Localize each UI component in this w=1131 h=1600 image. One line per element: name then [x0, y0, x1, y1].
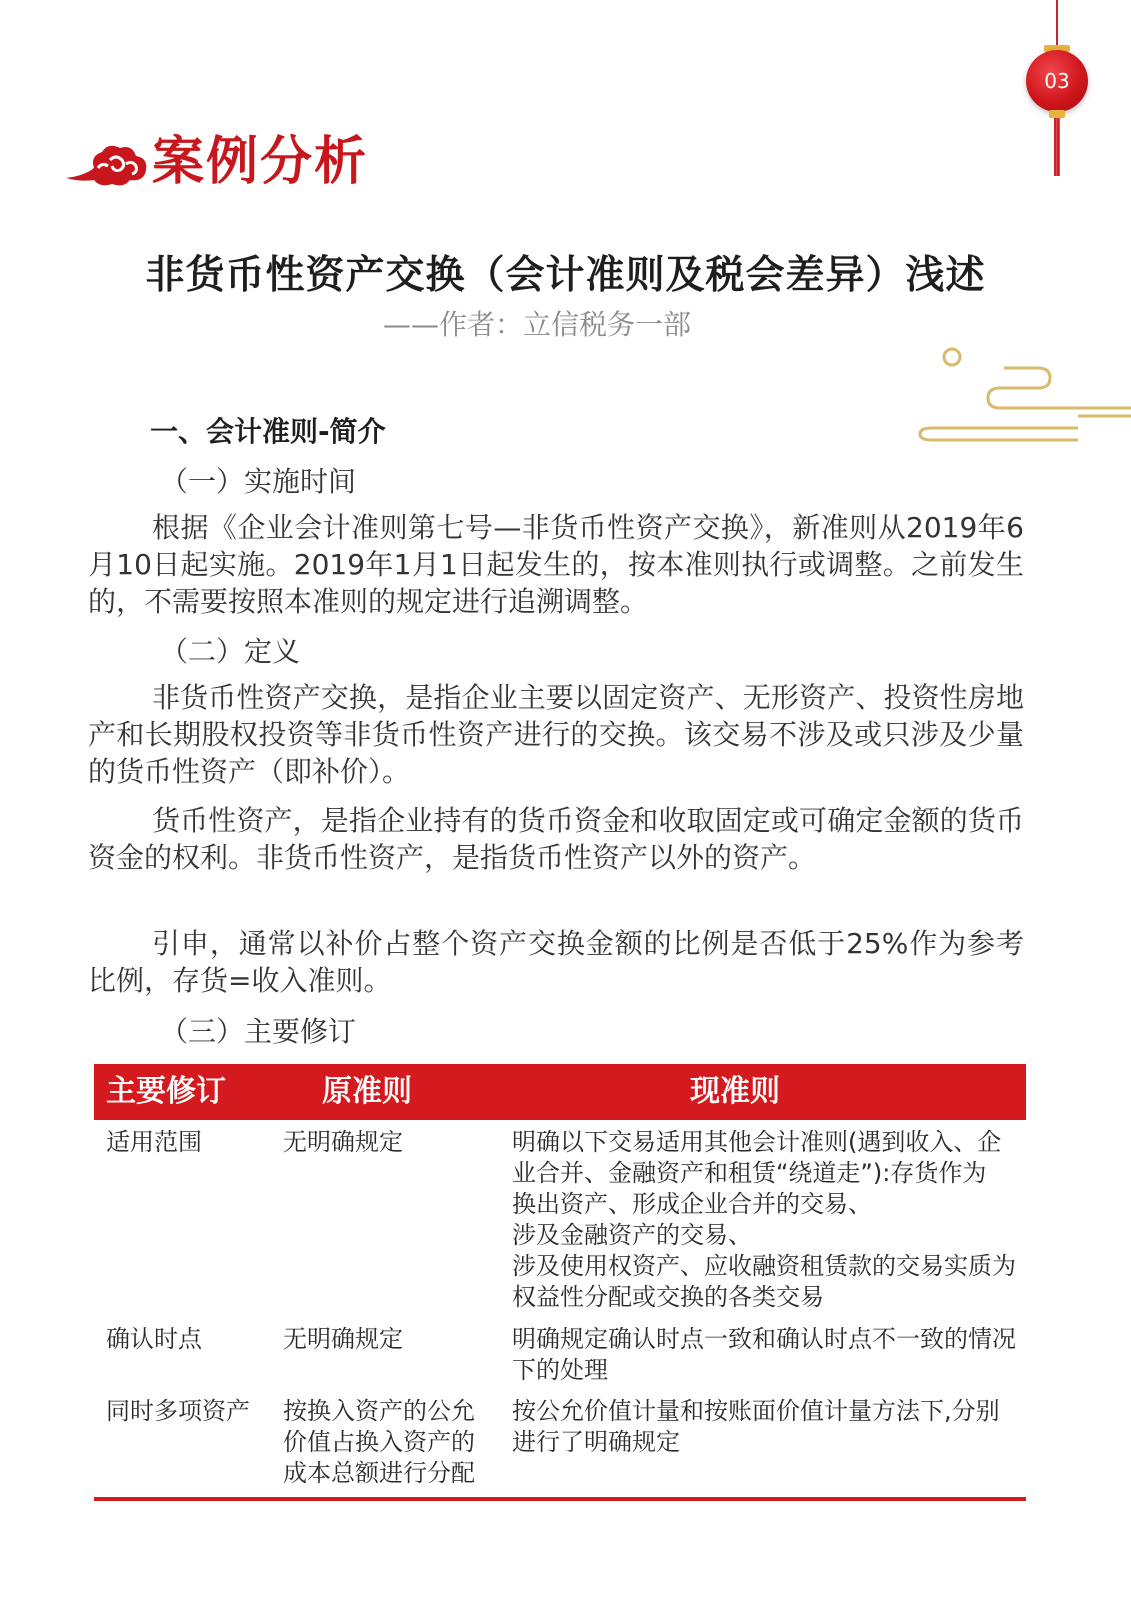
table-cell-item: 适用范围: [106, 1128, 202, 1156]
table-cell-line: 价值占换入资产的: [283, 1428, 475, 1456]
table-cell-new: [512, 1396, 1000, 1458]
table-cell-line: 下的处理: [512, 1356, 608, 1384]
table-cell-new: [512, 1324, 1016, 1386]
gold-cloud-decoration-icon: [918, 340, 1131, 450]
paragraph-effective-date: 根据《企业会计准则第七号—非货币性资产交换》，新准则从2019年6月10日起实施。2019年1月1日起发生的，按本准则执行或调整。之前发生的，不需要按照本准则的规定进行追溯调整。: [88, 511, 1024, 618]
article-byline: ——作者：立信税务一部: [383, 308, 692, 341]
table-header: [94, 1064, 1026, 1120]
heading-accounting-standard-intro: 一、会计准则-简介: [150, 415, 386, 448]
lantern-bottom: [1049, 110, 1065, 118]
page-number: 03: [1044, 69, 1070, 93]
table-cell-old: [283, 1396, 475, 1489]
auspicious-cloud-icon: [64, 138, 150, 192]
subheading-effective-date: （一）实施时间: [160, 465, 357, 498]
table-cell-item: 同时多项资产: [106, 1397, 250, 1425]
table-cell-item: 确认时点: [106, 1325, 202, 1353]
article-title: 非货币性资产交换（会计准则及税会差异）浅述: [145, 253, 986, 298]
paragraph-reference-ratio: 引申，通常以补价占整个资产交换金额的比例是否低于25%作为参考比例，存货=收入准则。: [88, 927, 1024, 997]
table-cell-line: 换出资产、形成企业合并的交易、: [512, 1190, 872, 1218]
section-title: 案例分析: [152, 132, 369, 192]
table-cell-line: 涉及金融资产的交易、: [512, 1221, 752, 1249]
lantern-tassel: [1054, 118, 1060, 176]
table-header-new-standard: 现准则: [690, 1074, 780, 1109]
table-cell-line: 按公允价值计量和按账面价值计量方法下,分别: [512, 1397, 1000, 1425]
table-cell-line: 权益性分配或交换的各类交易: [512, 1283, 824, 1311]
table-cell-old: 无明确规定: [283, 1325, 403, 1353]
table-cell-line: 业合并、金融资产和租赁“绕道走”):存货作为: [512, 1159, 987, 1187]
table-cell-line: 进行了明确规定: [512, 1428, 680, 1456]
table-cell-line: 按换入资产的公允: [283, 1397, 475, 1425]
table-cell-line: 明确规定确认时点一致和确认时点不一致的情况: [512, 1325, 1016, 1353]
paragraph-definition: 非货币性资产交换，是指企业主要以固定资产、无形资产、投资性房地产和长期股权投资等非货币性资产进行的交换。该交易不涉及或只涉及少量的货币性资产（即补价）。: [88, 681, 1024, 788]
table-header-old-standard: 原准则: [322, 1074, 412, 1109]
table-cell-line: 明确以下交易适用其他会计准则(遇到收入、企: [512, 1128, 1002, 1156]
table-bottom-rule: [94, 1497, 1026, 1501]
table-cell-old: 无明确规定: [283, 1128, 403, 1156]
table-cell-new: [512, 1127, 1016, 1313]
table-cell-line: 成本总额进行分配: [283, 1459, 475, 1487]
subheading-main-revisions: （三）主要修订: [160, 1015, 357, 1048]
page-number-lantern: [1026, 50, 1088, 112]
subheading-definition: （二）定义: [160, 635, 301, 668]
table-cell-line: 涉及使用权资产、应收融资租赁款的交易实质为: [512, 1252, 1016, 1280]
paragraph-monetary-assets: 货币性资产，是指企业持有的货币资金和收取固定或可确定金额的货币资金的权利。非货币性资产，是指货币性资产以外的资产。: [88, 804, 1024, 874]
table-header-revision: 主要修订: [106, 1074, 226, 1109]
